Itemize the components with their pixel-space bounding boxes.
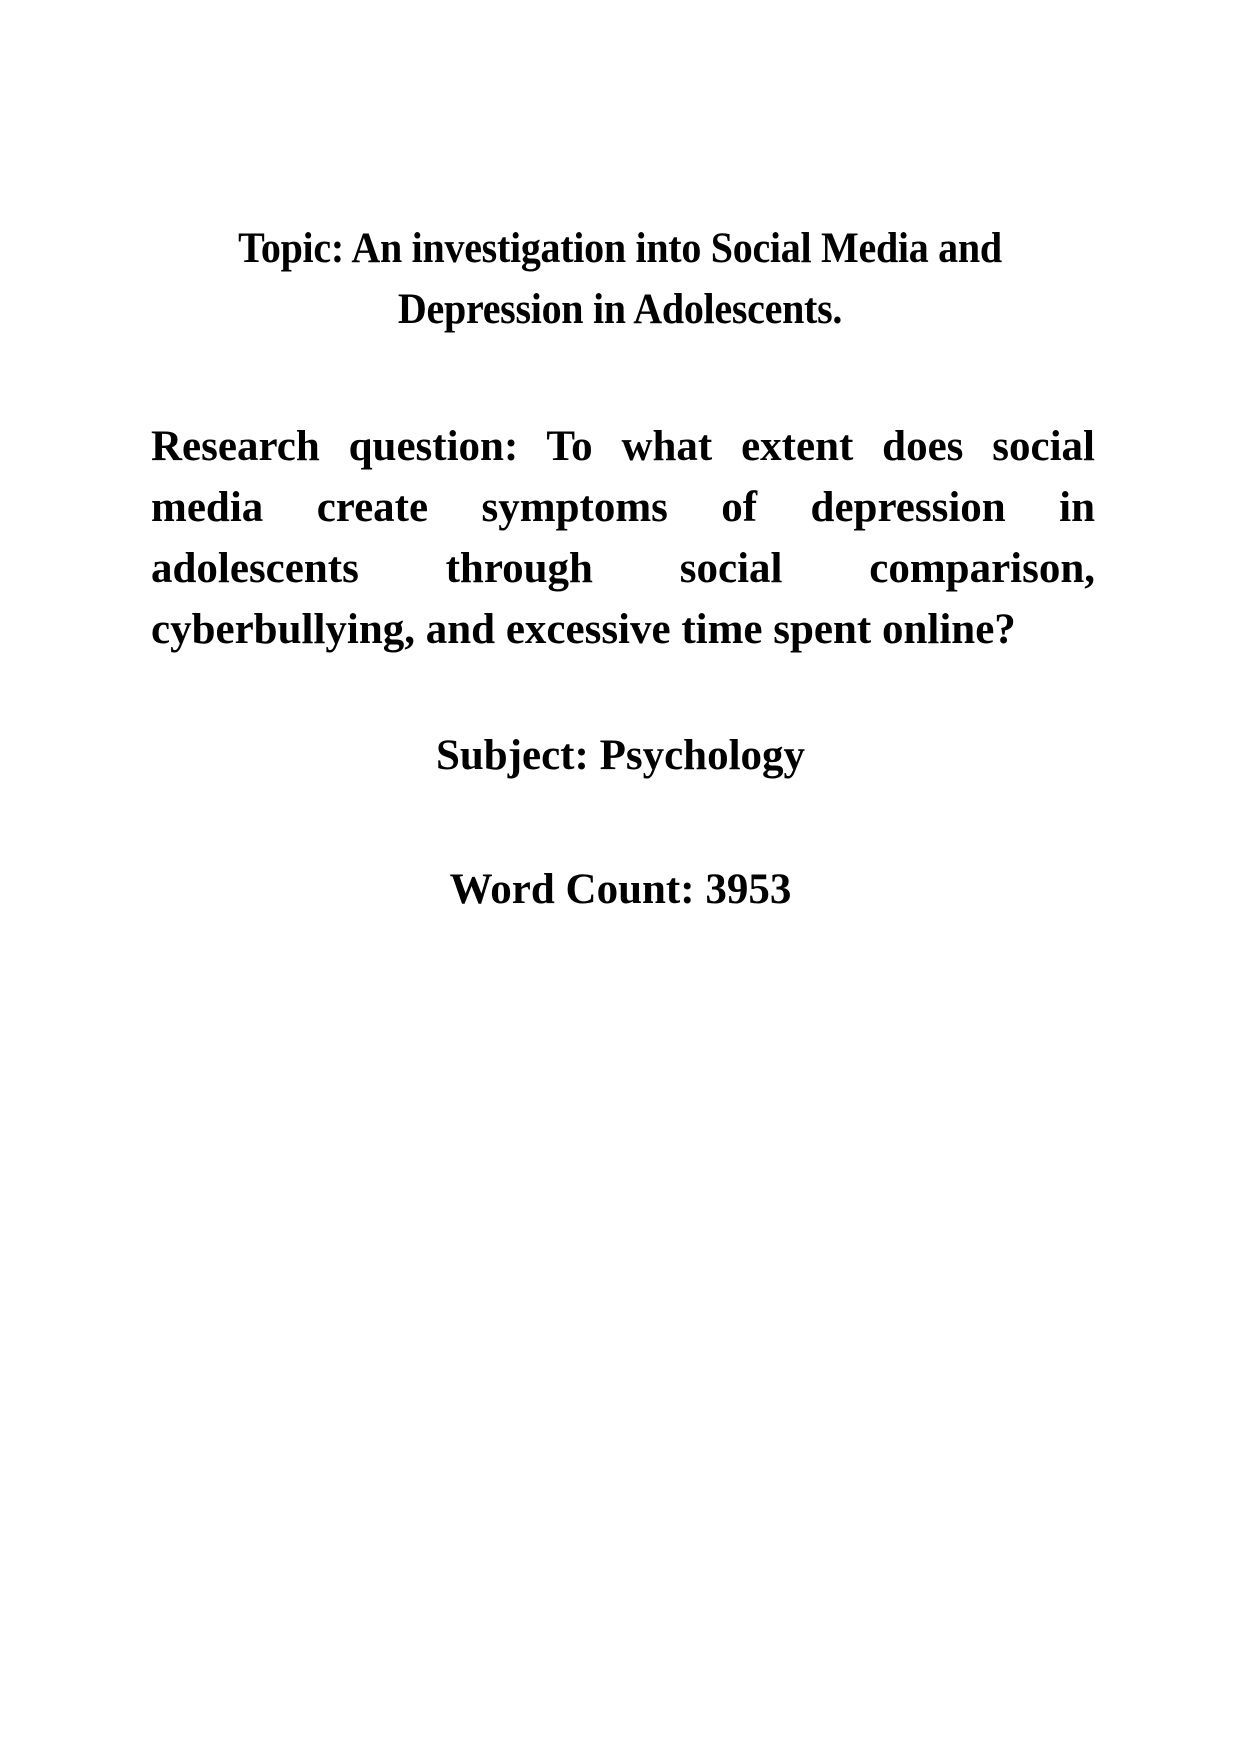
research-question-line-4: cyberbullying, and excessive time spent online? xyxy=(151,606,1016,653)
research-question-line-1: Research question: To what extent does social xyxy=(151,423,1095,470)
research-question xyxy=(151,416,1095,660)
topic-heading xyxy=(183,218,1057,340)
research-question-line-2: media create symptoms of depression in xyxy=(151,484,1095,531)
word-count-label: Word Count: 3953 xyxy=(449,866,792,913)
topic-line-2: Depression in Adolescents. xyxy=(397,286,843,333)
topic-line-1: Topic: An investigation into Social Media and xyxy=(238,225,1002,272)
research-question-line-3: adolescents through social comparison, xyxy=(151,545,1095,592)
subject-label: Subject: Psychology xyxy=(435,732,806,779)
